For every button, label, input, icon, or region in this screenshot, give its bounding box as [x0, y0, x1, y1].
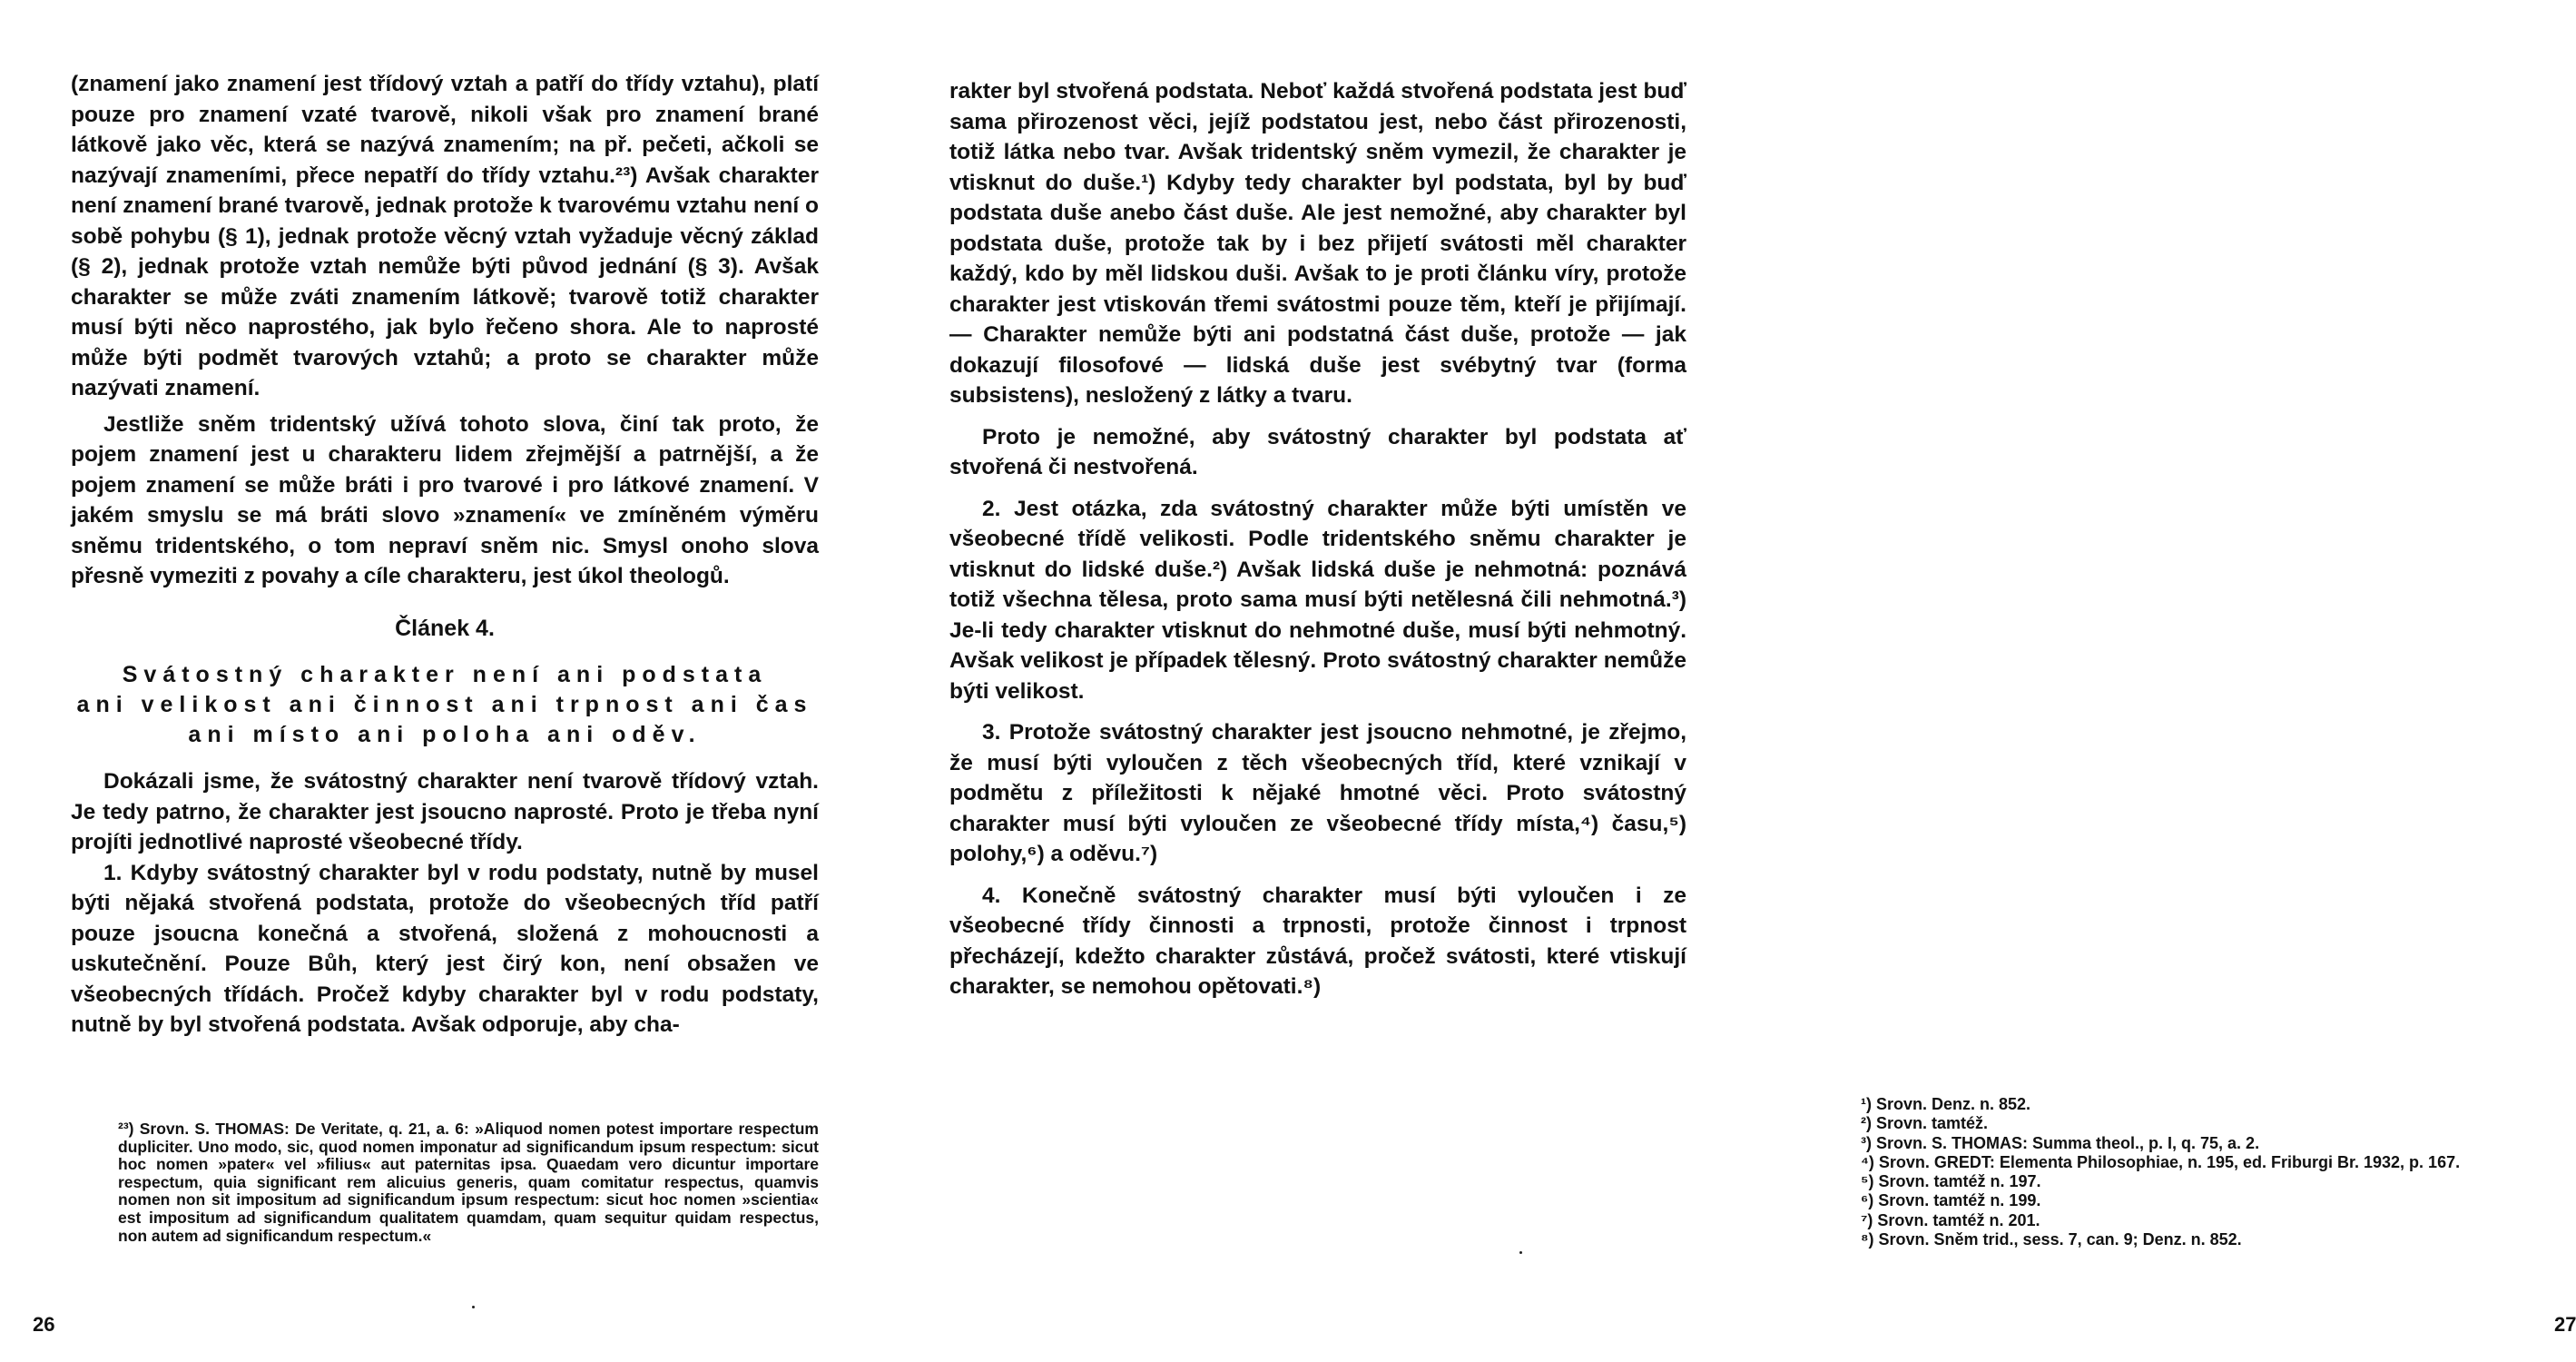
footnote-2: ²) Srovn. tamtéž.: [1861, 1114, 1989, 1133]
left-page: [0, 0, 877, 1362]
left-paragraph-4: 1. Kdyby svátostný charakter byl v rodu podstaty, nutně by musel býti nějaká stvořená podstata, protože do všeobecných tříd patří pouze jsoucna konečná a stvořená, složená z mohoucnosti a uskutečnění. Pouze Bůh, který jest čirý kon, není obsažen ve všeobecných třídách. Pročež kdyby charakter byl v rodu podstaty, nutně by byl stvořená podstata. Avšak odporuje, aby cha-: [71, 860, 819, 1037]
footnote-7: ⁷) Srovn. tamtéž n. 201.: [1861, 1210, 2040, 1229]
print-speck: [472, 1306, 475, 1308]
left-paragraph-2: Jestliže sněm tridentský užívá tohoto slova, činí tak proto, že pojem znamení jest u charakteru lidem zřejmější a patrnější, a že pojem znamení se může bráti i pro tvarové i pro látkové znamení. V jakém smyslu se má bráti slovo »znamení« ve zmíněném výměru sněmu tridentského, o tom nepraví sněm nic. Smysl onoho slova přesně vymeziti z povahy a cíle charakteru, jest úkol theologů.: [71, 411, 819, 588]
right-paragraph-2: Proto je nemožné, aby svátostný charakter byl podstata ať stvořená či nestvořená.: [949, 424, 1686, 479]
right-paragraph-3: 2. Jest otázka, zda svátostný charakter může býti umístěn ve všeobecné třídě velikosti. Podle tridentského sněmu charakter je vtisknut do lidské duše.²) Avšak lidská duše je nehmotná: poznává totiž všechna tělesa, proto sama musí býti netělesná čili nehmotná.³) Je-li tedy charakter vtisknut do nehmotné duše, musí býti nehmotný. Avšak velikost je případek tělesný. Proto svátostný charakter nemůže býti velikost.: [949, 496, 1686, 704]
left-page-number: 26: [33, 1313, 55, 1336]
left-footnotes: [118, 1120, 819, 1245]
subheading-line-2: ani velikost ani činnost ani trpnost ani čas: [76, 692, 813, 717]
print-speck: [1519, 1251, 1522, 1254]
footnote-5: ⁵) Srovn. tamtéž n. 197.: [1861, 1172, 2041, 1191]
footnote-23: ²³) Srovn. S. THOMAS: De Veritate, q. 21, a. 6: »Aliquod nomen potest importare respectum dupliciter. Uno modo, sic, quod nomen imponatur ad significandum ipsum respectum: sicut hoc nomen »pater« vel »filius« aut paternitas ipsa. Quaedam vero dicuntur importare respectum, quia significant rem alicuius generis, quam comitatur respectus, quamvis nomen non sit impositum ad significandum ipsum respectum: sicut hoc nomen »scientia« est impositum ad significandum qualitatem quamdam, quam sequitur quidam respectus, non autem ad significandum respectum.«: [118, 1120, 819, 1245]
article-subheading: [71, 660, 819, 750]
right-page: [877, 0, 2576, 1362]
footnote-4: ⁴) Srovn. GREDT: Elementa Philosophiae, n. 195, ed. Friburgi Br. 1932, p. 167.: [1861, 1152, 2461, 1171]
right-paragraph-4: 3. Protože svátostný charakter jest jsoucno nehmotné, je zřejmo, že musí býti vyloučen z těch všeobecných tříd, které vznikají v podmětu z příležitosti k nějaké hmotné věci. Proto svátostný charakter musí býti vyloučen ze všeobecné třídy místa,⁴) času,⁵) polohy,⁶) a oděvu.⁷): [949, 720, 1686, 866]
footnote-8: ⁸) Srovn. Sněm trid., sess. 7, can. 9; Denz. n. 852.: [1861, 1230, 2242, 1249]
article-heading: Článek 4.: [395, 615, 495, 641]
footnote-6: ⁶) Srovn. tamtéž n. 199.: [1861, 1191, 2041, 1210]
left-text-column: [71, 69, 819, 1041]
footnote-3: ³) Srovn. S. THOMAS: Summa theol., p. I, q. 75, a. 2.: [1861, 1133, 2260, 1152]
footnote-1: ¹) Srovn. Denz. n. 852.: [1861, 1095, 2031, 1113]
left-paragraph-1: (znamení jako znamení jest třídový vztah a patří do třídy vztahu), platí pouze pro znamení vzaté tvarově, nikoli však pro znamení brané látkově jako věc, která se nazývá znamením; na př. pečeti, ačkoli se nazývají znameními, přece nepatří do třídy vztahu.²³) Avšak charakter není znamení brané tvarově, jednak protože k tvarovému vztahu není o sobě pohybu (§ 1), jednak protože věcný vztah vyžaduje věcný základ (§ 2), jednak protože vztah nemůže býti původ jednání (§ 3). Avšak charakter se může zváti znamením látkově; tvarově totiž charakter musí býti něco naprostého, jak bylo řečeno shora. Ale to naprosté může býti podmět tvarových vztahů; a proto se charakter může nazývati znamení.: [71, 72, 819, 400]
right-paragraph-5: 4. Konečně svátostný charakter musí býti vyloučen i ze všeobecné třídy činnosti a trpnosti, protože činnost i trpnost přecházejí, kdežto charakter zůstává, pročež svátosti, které vtiskují charakter, se nemohou opětovati.⁸): [949, 883, 1686, 999]
right-text-column: [949, 76, 1686, 1002]
subheading-line-3: ani místo ani poloha ani oděv.: [188, 722, 702, 747]
right-paragraph-1: rakter byl stvořená podstata. Neboť každá stvořená podstata jest buď sama přirozenost věci, jejíž podstatou jest, nebo část přirozenosti, totiž látka nebo tvar. Avšak tridentský sněm vymezil, že charakter je vtisknut do duše.¹) Kdyby tedy charakter byl podstata, byl by buď podstata duše anebo část duše. Ale jest nemožné, aby charakter byl podstata duše, protože tak by i bez přijetí svátosti měl charakter každý, kdo by měl lidskou duši. Avšak to je proti článku víry, protože charakter jest vtiskován třemi svátostmi pouze těm, kteří je přijímají. — Charakter nemůže býti ani podstatná část duše, protože — jak dokazují filosofové — lidská duše jest svébytný tvar (forma subsistens), nesložený z látky a tvaru.: [949, 79, 1686, 408]
right-footnotes: [1823, 1095, 2567, 1249]
left-paragraph-3: Dokázali jsme, že svátostný charakter není tvarově třídový vztah. Je tedy patrno, že charakter jest jsoucno naprosté. Proto je třeba nyní projíti jednotlivé naprosté všeobecné třídy.: [71, 769, 819, 854]
subheading-line-1: Svátostný charakter není ani podstata: [122, 662, 768, 687]
right-page-number: 27: [2554, 1313, 2576, 1336]
